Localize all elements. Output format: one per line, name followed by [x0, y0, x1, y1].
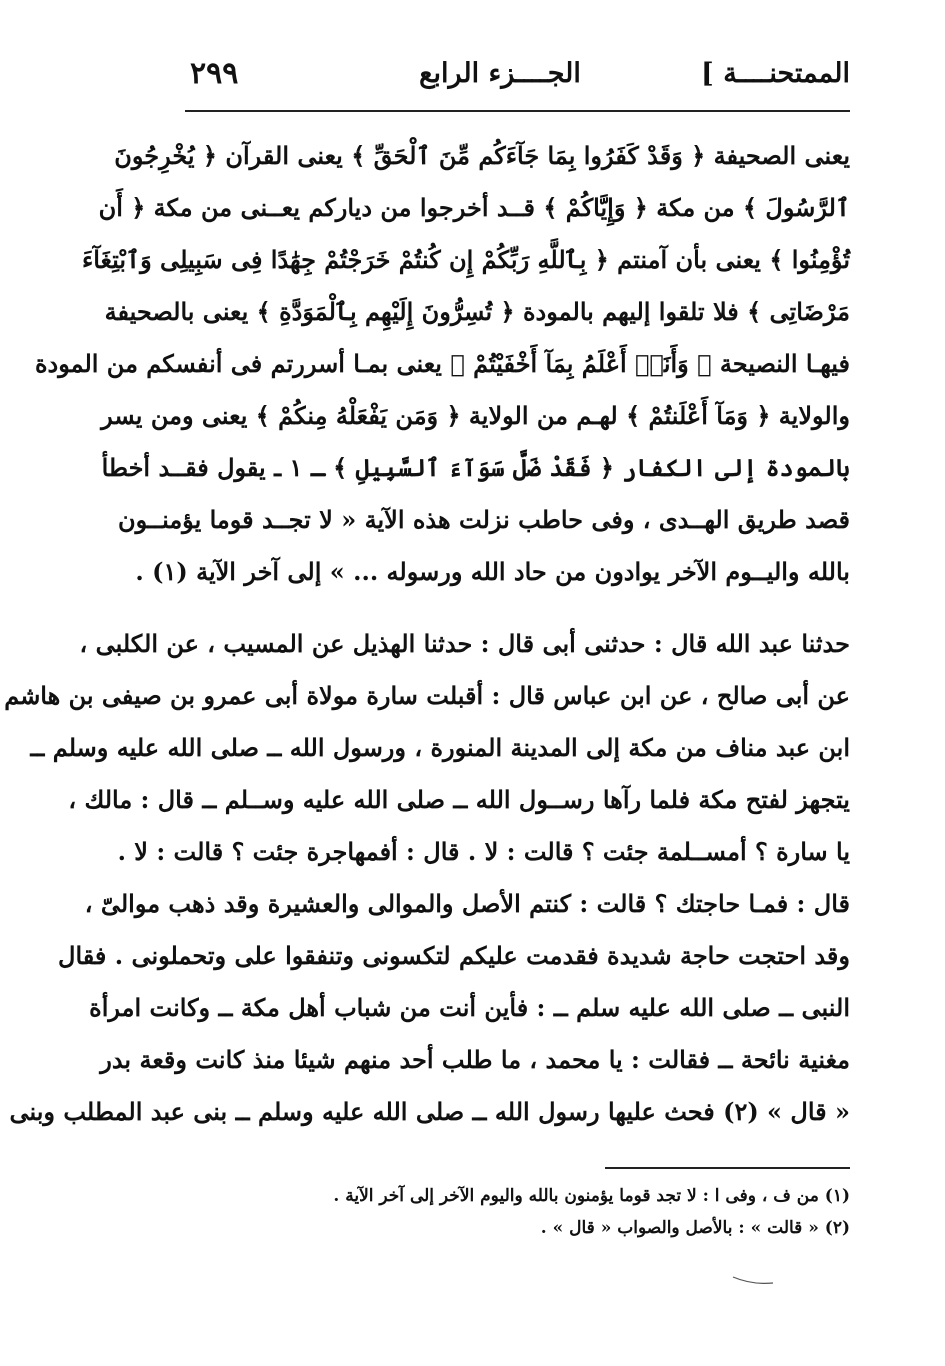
- text-line: مغنية نائحة ــ فقالت : يا محمد ، ما طلب أحد منهم شيئا منذ كانت وقعة بدر: [100, 1045, 850, 1074]
- text-line: قال : فمـا حاجتك ؟ قالت : كنتم الأصل والموالى والعشيرة وقد ذهب موالىّ ،: [84, 889, 850, 918]
- text-line: بالمودة إلى الكفار ﴿ فَقَدْ ضَلَّ سَوَآءَ ٱلسَّبِيلِ ﴾ ـ ١ ـ يقول فقــد أخطأ: [101, 453, 850, 482]
- header-divider: [185, 110, 850, 112]
- header-surah-title: الممتحنــــة ]: [701, 58, 850, 89]
- text-line: حدثنا عبد الله قال : حدثنى أبى قال : حدثنا الهذيل عن المسيب ، عن الكلبى ،: [79, 629, 850, 658]
- text-line: ٱلرَّسُولَ ﴾ من مكة ﴿ وَإِيَّاكُمْ ﴾ قــد أخرجوا من دياركم يعــنى من مكة ﴿ أَن: [98, 193, 850, 222]
- footnotes: [180, 1180, 850, 1244]
- text-line: ابن عبد مناف من مكة إلى المدينة المنورة ، ورسول الله ــ صلى الله عليه وسلم ــ: [30, 733, 850, 762]
- text-line: وقد احتجت حاجة شديدة فقدمت عليكم لتكسونى وتنفقوا على وتحملونى . فقال: [58, 941, 850, 970]
- text-line: مَرْضَاتِى ﴾ فلا تلقوا إليهم بالمودة ﴿ تُسِرُّونَ إِلَيْهِم بِٱلْمَوَدَّةِ ﴾ يعنى بالصحيفة: [104, 297, 850, 326]
- page-number: ٢٩٩: [190, 56, 239, 91]
- text-line: يتجهز لفتح مكة فلما رآها رســول الله ــ صلى الله عليه وســلم ــ قال : مالك ،: [68, 785, 850, 814]
- text-line: تُؤْمِنُوا ﴾ يعنى بأن آمنتم ﴿ بِٱللَّهِ رَبِّكُمْ إِن كُنتُمْ خَرَجْتُمْ جِهَٰدًا فِى سَبِيلِى وَٱبْتِغَآءَ: [81, 245, 850, 274]
- text-line: يا سارة ؟ أمســلمة جئت ؟ قالت : لا . قال : أفمهاجرة جئت ؟ قالت : لا .: [117, 837, 850, 866]
- text-line: والولاية ﴿ وَمَآ أَعْلَنتُمْ ﴾ لهـم من الولاية ﴿ وَمَن يَفْعَلْهُ مِنكُمْ ﴾ يعنى ومن يسر: [101, 401, 850, 430]
- footnote: (١) من ف ، وفى ا : لا تجد قوما يؤمنون بالله واليوم الآخر إلى آخر الآية .: [333, 1186, 850, 1206]
- text-line: يعنى الصحيفة ﴿ وَقَدْ كَفَرُوا بِمَا جَآءَكُم مِّنَ ٱلْحَقِّ ﴾ يعنى القرآن ﴿ يُخْرِجُونَ: [114, 141, 850, 170]
- scan-mark: [732, 1275, 774, 1285]
- text-line: عن أبى صالح ، عن ابن عباس قال : أقبلت سارة مولاة أبى عمرو بن صيفى بن هاشم: [4, 681, 850, 710]
- footnote-divider: [605, 1167, 850, 1169]
- paragraph-hadith: [4, 618, 850, 1138]
- paragraph-spacer: [180, 598, 850, 618]
- text-line: بالله واليــوم الآخر يوادون من حاد الله ورسوله ... » إلى آخر الآية (١) .: [135, 557, 850, 586]
- paragraph-tafsir: [34, 130, 850, 598]
- footnote: (٢) « قالت » : بالأصل والصواب « قال » .: [540, 1218, 850, 1238]
- text-line: النبى ــ صلى الله عليه سلم ــ : فأين أنت من شباب أهل مكة ــ وكانت امرأة: [89, 993, 850, 1022]
- main-text: [4, 130, 850, 1138]
- text-line: فيهـا النصيحة ﴿ وَأَنَا۠ أَعْلَمُ بِمَآ أَخْفَيْتُمْ ﴾ يعنى بمـا أسررتم فى أنفسكم من المودة: [34, 349, 850, 378]
- running-header: [150, 52, 850, 108]
- header-part-title: الجــــزء الرابع: [419, 58, 581, 89]
- text-line: « قال » (٢) فحث عليها رسول الله ــ صلى الله عليه وسلم ــ بنى عبد المطلب وبنى: [9, 1097, 850, 1126]
- text-line: قصد طريق الهــدى ، وفى حاطب نزلت هذه الآية « لا تجــد قوما يؤمنــون: [117, 505, 850, 534]
